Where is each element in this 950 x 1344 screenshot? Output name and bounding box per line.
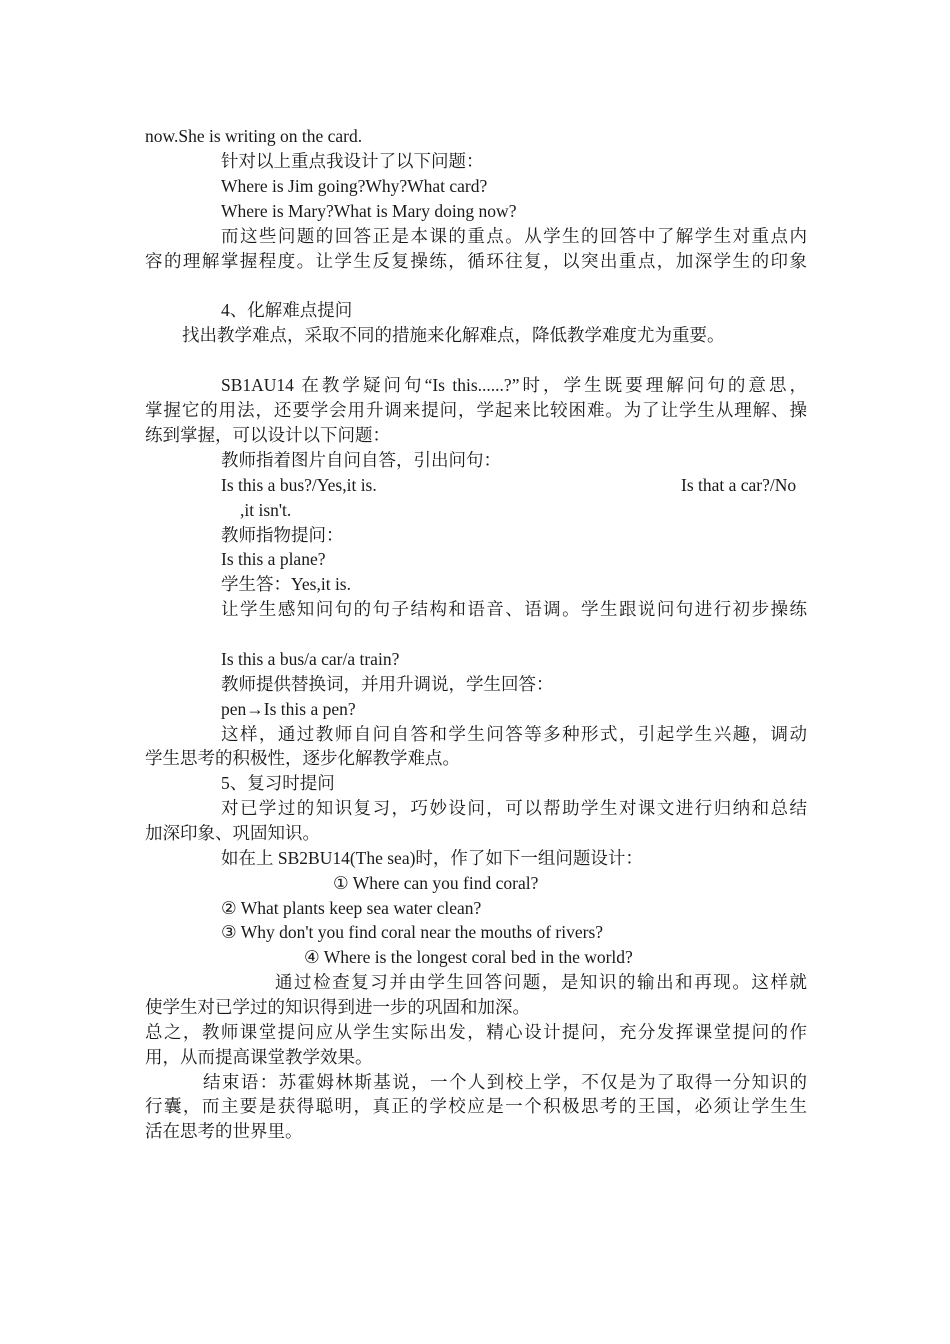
text-line: 如在上 SB2BU14(The sea)时，作了如下一组问题设计： [221, 848, 643, 868]
question-item: ④ Where is the longest coral bed in the world? [304, 947, 633, 967]
paragraph-line: 通过检查复习并由学生回答问题，是知识的输出和再现。这样就 [275, 972, 807, 992]
paragraph-line: 而这些问题的回答正是本课的重点。从学生的回答中了解学生对重点内 [221, 226, 807, 246]
text-line: Where is Jim going?Why?What card? [221, 176, 488, 196]
text-line: 教师指物提问： [221, 525, 344, 545]
question-item: ② What plants keep sea water clean? [221, 898, 482, 918]
paragraph-line: 总之，教师课堂提问应从学生实际出发，精心设计提问，充分发挥课堂提问的作 [145, 1022, 807, 1042]
section-heading: 4、化解难点提问 [221, 300, 353, 320]
text-line: 找出教学难点，采取不同的措施来化解难点，降低教学难度尤为重要。 [182, 325, 725, 345]
paragraph-line: 容的理解掌握程度。让学生反复操练，循环往复，以突出重点，加深学生的印象 [145, 251, 807, 271]
paragraph-line: 掌握它的用法，还要学会用升调来提问，学起来比较困难。为了让学生从理解、操 [145, 400, 807, 420]
text-line: 教师指着图片自问自答，引出问句： [221, 450, 501, 470]
text-line: 加深印象、巩固知识。 [145, 823, 320, 843]
text-line: Is this a plane? [221, 549, 326, 569]
question-item: ③ Why don't you find coral near the mouths of rivers? [221, 922, 604, 942]
question-item: ① Where can you find coral? [333, 873, 539, 893]
paragraph-line: 这样，通过教师自问自答和学生问答等多种形式，引起学生兴趣，调动 [221, 724, 807, 744]
text-line: 练到掌握，可以设计以下问题： [145, 425, 390, 445]
text-line: Is this a bus?/Yes,it is. [221, 475, 377, 495]
paragraph-line: SB1AU14 在教学疑问句“Is this......?”时，学生既要理解问句的意思， [221, 375, 807, 395]
text-line: Where is Mary?What is Mary doing now? [221, 201, 517, 221]
text-line: 用，从而提高课堂教学效果。 [145, 1047, 373, 1067]
text-line: 针对以上重点我设计了以下问题： [221, 151, 484, 171]
text-line: Is that a car?/No [681, 475, 797, 495]
paragraph-line: 让学生感知问句的句子结构和语音、语调。学生跟说问句进行初步操练 [221, 599, 807, 619]
text-line: 学生思考的积极性，逐步化解教学难点。 [145, 748, 460, 768]
paragraph-line: 行囊，而主要是获得聪明，真正的学校应是一个积极思考的王国，必须让学生生 [145, 1096, 807, 1116]
text-line: now.She is writing on the card. [145, 126, 363, 146]
text-line: ,it isn't. [240, 500, 292, 520]
text-line: 教师提供替换词，并用升调说，学生回答： [221, 674, 554, 694]
text-line: Is this a bus/a car/a train? [221, 649, 400, 669]
text-line: 学生答：Yes,it is. [221, 574, 351, 594]
paragraph-line: 结束语：苏霍姆林斯基说，一个人到校上学，不仅是为了取得一分知识的 [203, 1072, 807, 1092]
text-line: 活在思考的世界里。 [145, 1121, 303, 1141]
text-line: 使学生对已学过的知识得到进一步的巩固和加深。 [145, 997, 530, 1017]
section-heading: 5、复习时提问 [221, 773, 335, 793]
paragraph-line: 对已学过的知识复习，巧妙设问，可以帮助学生对课文进行归纳和总结 [221, 798, 807, 818]
text-line: pen→Is this a pen? [221, 699, 356, 719]
